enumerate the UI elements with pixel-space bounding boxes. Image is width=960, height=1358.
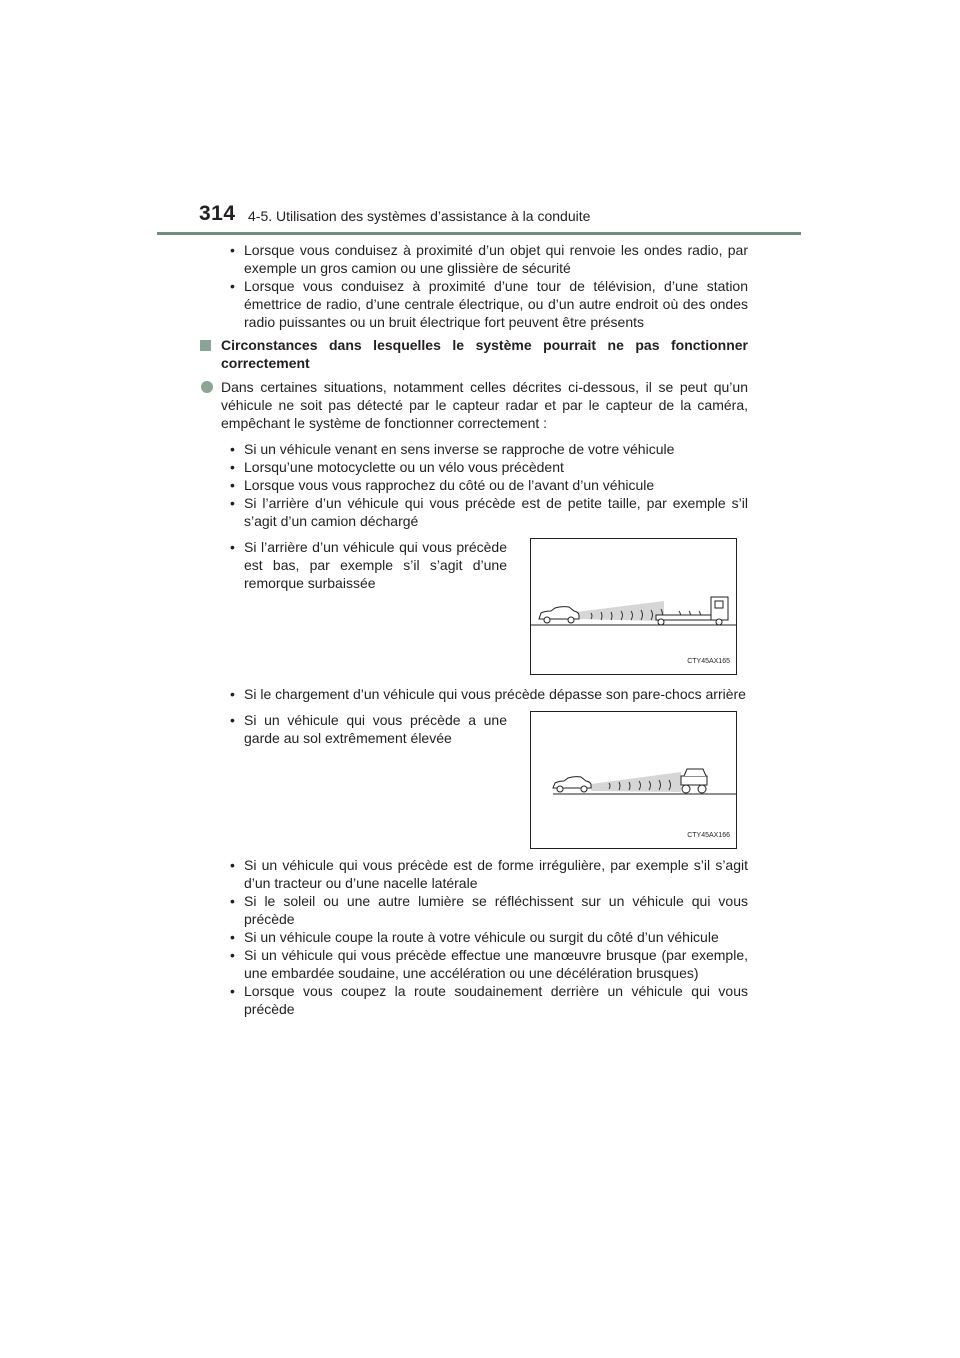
figure-code: CTY45AX165: [687, 658, 730, 665]
figure-low-trailer: [530, 538, 737, 675]
square-bullet-icon: [200, 340, 211, 351]
section-heading-text: Circonstances dans lesquelles le système pourrait ne pas fonctionner correctement: [221, 337, 748, 371]
circle-bullet-icon: [201, 381, 213, 393]
list-item: • Lorsque vous vous rapprochez du côté ou de l’avant d’un véhicule: [225, 476, 748, 494]
circle-paragraph: [218, 378, 748, 432]
list-item: • Si l’arrière d’un véhicule qui vous précède est bas, par exemple s’il s’agit d’une remorque surbaissée: [225, 538, 507, 592]
section-heading: [197, 336, 748, 372]
list-b: [225, 856, 748, 1018]
list-item: • Lorsque vous coupez la route soudainement derrière un véhicule qui vous précède: [225, 982, 748, 1018]
header-rule: [157, 232, 801, 235]
list-item: • Si un véhicule venant en sens inverse se rapproche de votre véhicule: [225, 440, 748, 458]
figure-code: CTY45AX166: [687, 832, 730, 839]
figure-row: [225, 538, 748, 683]
list-item: • Si un véhicule qui vous précède est de forme irrégulière, par exemple s’il s’agit d’un tracteur ou d’une nacelle latérale: [225, 856, 748, 892]
page-number: 314: [199, 202, 236, 225]
list-item: • Si l’arrière d’un véhicule qui vous précède est de petite taille, par exemple s’il s’agit d’un camion déchargé: [225, 494, 748, 530]
list-a: [225, 440, 748, 530]
list-item: • Lorsque vous conduisez à proximité d’une tour de télévision, d’une station émettrice de radio, d’une centrale électrique, ou d’un autre endroit où des ondes radio puissantes ou un bruit électrique fort peuvent être présents: [225, 277, 748, 331]
list-item: • Lorsque vous conduisez à proximité d’un objet qui renvoie les ondes radio, par exemple un gros camion ou une glissière de sécurité: [225, 241, 748, 277]
list-item: • Si un véhicule coupe la route à votre véhicule ou surgit du côté d’un véhicule: [225, 928, 748, 946]
page-content: [221, 241, 748, 1018]
list-item: • Si un véhicule qui vous précède effectue une manœuvre brusque (par exemple, une embardée soudaine, une accélération ou une décélération brusques): [225, 946, 748, 982]
list-item: • Si le soleil ou une autre lumière se réfléchissent sur un véhicule qui vous précède: [225, 892, 748, 928]
list-item: • Si le chargement d’un véhicule qui vous précède dépasse son pare-chocs arrière: [225, 685, 748, 703]
chapter-title: 4-5. Utilisation des systèmes d’assistance à la conduite: [248, 208, 591, 224]
figure-high-clearance: [530, 711, 737, 849]
list-item: • Si un véhicule qui vous précède a une garde au sol extrêmement élevée: [225, 711, 507, 747]
list-item: • Lorsqu’une motocyclette ou un vélo vous précèdent: [225, 458, 748, 476]
figure-row: [225, 711, 748, 856]
intro-text: Dans certaines situations, notamment celles décrites ci-dessous, il se peut qu’un véhicule ne soit pas détecté par le capteur radar et par le capteur de la caméra, empêchant le système de fonctionner correctement :: [221, 379, 748, 431]
